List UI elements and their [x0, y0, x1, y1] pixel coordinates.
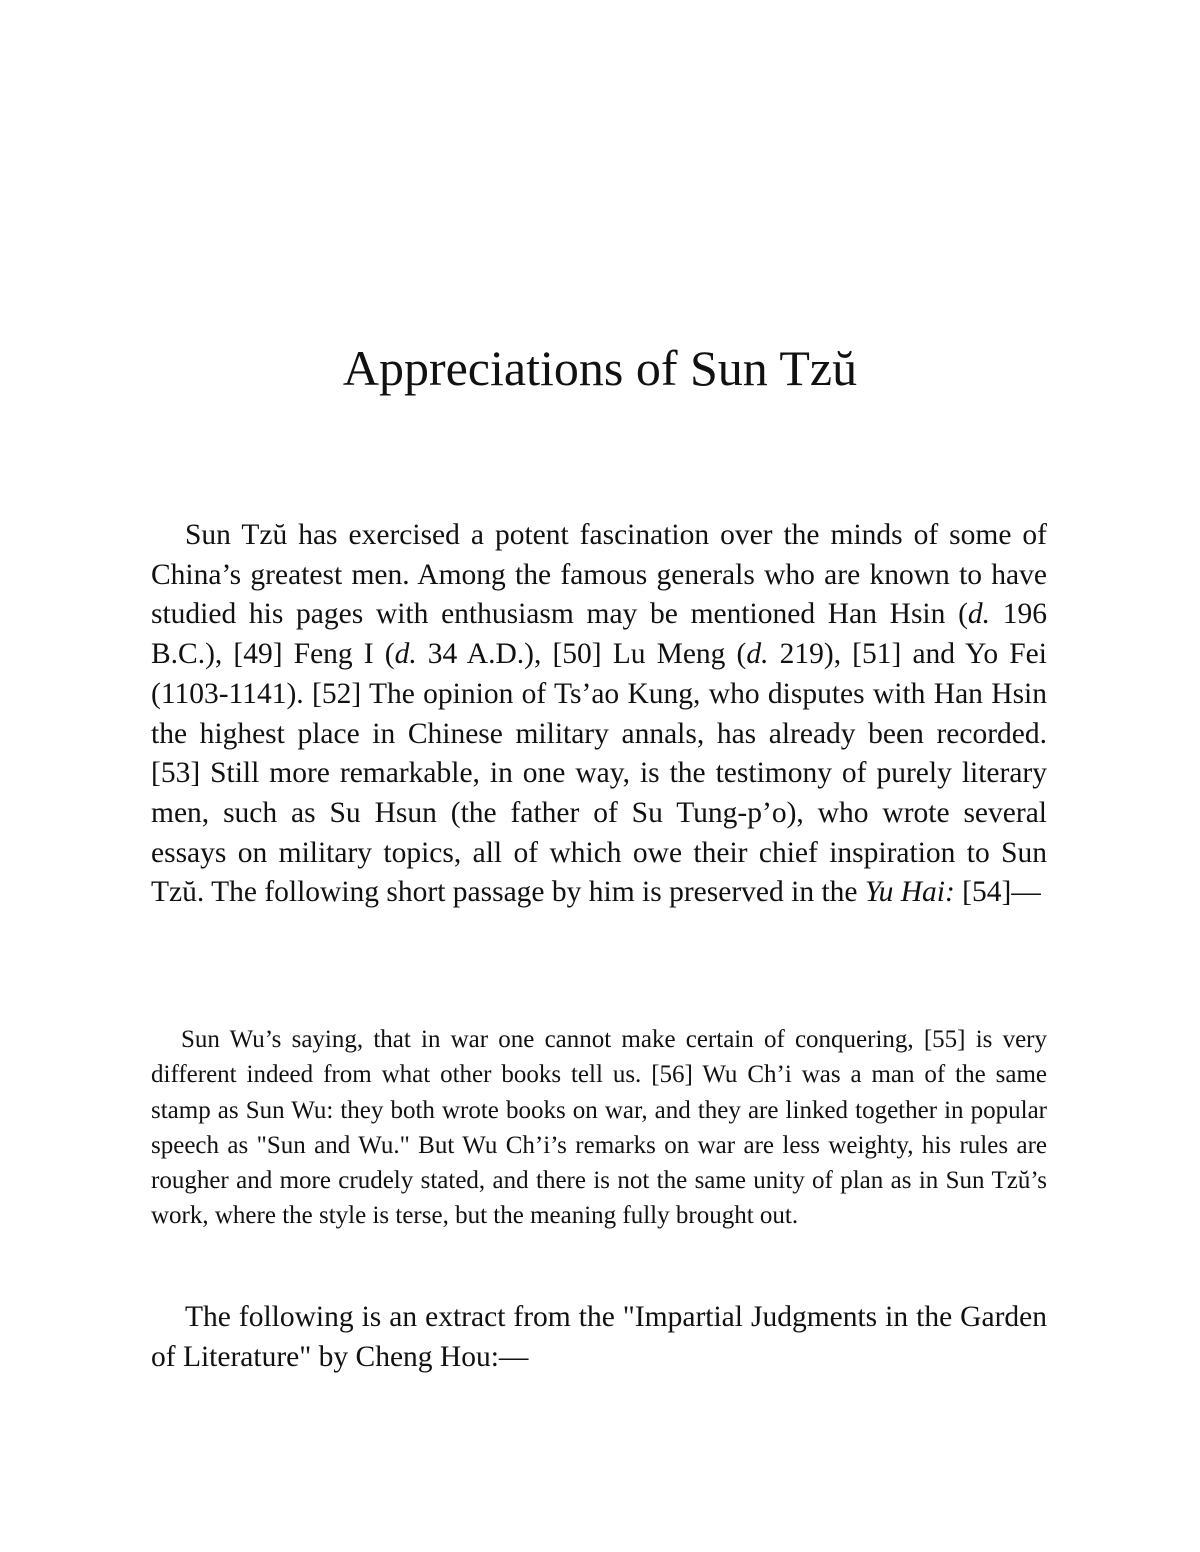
block-quote-su-hsun: Sun Wu’s saying, that in war one cannot make certain of conquering, [55] is very different indeed from what other books tell us. [56] Wu Ch’i was a man of the same stamp as Sun Wu: they both wrote books on war, and they are linked together in popular speech as "Sun and Wu." But Wu Ch’i’s remarks on war are less weighty, his rules are rougher and more crudely stated, and there is not the same unity of plan as in Sun Tzŭ’s work, where the style is terse, but the meaning fully brought out. — [151, 1026, 1047, 1230]
died-abbreviation: d. — [746, 638, 769, 671]
died-abbreviation: d. — [967, 598, 991, 631]
paragraph-text: Sun Tzŭ has exercised a potent fascination over the minds of some of China’s greatest men. Among the famous generals who are known to have studied his pages with enthusiasm may be mentioned Han Hsin ( — [151, 519, 1047, 631]
paragraph-cheng-hou-intro: The following is an extract from the "Impartial Judgments in the Garden of Literature" by Cheng Hou:— — [151, 1301, 1047, 1373]
paragraph-text: 34 A.D.), [50] Lu Meng ( — [416, 638, 747, 671]
paragraph-sun-tzu-influence — [151, 516, 1047, 913]
paragraph-text: [54]— — [954, 876, 1041, 909]
chapter-title: Appreciations of Sun Tzŭ — [342, 340, 858, 396]
paragraph-text: 196 B.C.), [49] Feng I ( — [151, 598, 1048, 671]
paragraph-text: 219), [51] and Yo Fei (1103-1141). [52] The opinion of Ts’ao Kung, who disputes with Han Hsin the highest place in Chinese military annals, has already been recorded. [53] Still more remarkable, in one way, is the testimony of purely literary men, such as Su Hsun (the father of Su Tung-p’o), who wrote several essays on military topics, all of which owe their chief inspiration to Sun Tzŭ. The following short passage by him is preserved in the — [151, 638, 1047, 909]
book-title-yu-hai: Yu Hai: — [864, 876, 955, 909]
died-abbreviation: d. — [394, 638, 417, 671]
